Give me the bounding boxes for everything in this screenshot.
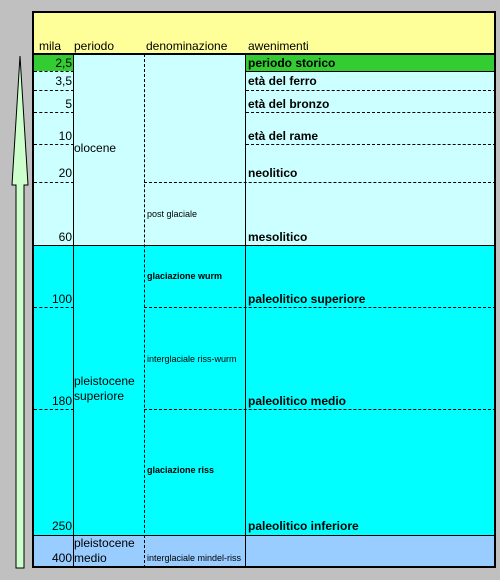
period-label-olocene: olocene: [74, 141, 117, 155]
period-label-pleistocene-medio: pleistocene: [74, 536, 135, 550]
event-label: età del bronzo: [248, 97, 330, 111]
row-divider: [34, 112, 74, 113]
year-label: 10: [58, 129, 72, 143]
year-label: 3,5: [55, 74, 72, 88]
year-label: 100: [51, 292, 72, 306]
event-label: paleolitico superiore: [248, 292, 366, 306]
year-label: 400: [51, 551, 72, 565]
year-label: 60: [58, 230, 72, 244]
denomination-label: interglaciale riss-wurm: [147, 354, 237, 364]
row-divider: [34, 90, 74, 91]
row-divider: [34, 245, 494, 246]
event-label: paleolitico inferiore: [248, 519, 359, 533]
year-label: 2,5: [55, 56, 72, 70]
denomination-label: glaciazione wurm: [147, 271, 223, 281]
header-periodo: periodo: [74, 39, 115, 53]
year-label: 180: [51, 394, 72, 408]
header-mila: mila: [39, 39, 62, 53]
header-denominazione: denominazione: [146, 39, 228, 53]
period-label-pleistocene-superiore: superiore: [74, 389, 125, 403]
column-divider-periodo: [144, 54, 145, 568]
event-label: mesolitico: [248, 230, 308, 244]
year-label: 5: [65, 97, 72, 111]
denomination-label: post glaciale: [147, 209, 198, 219]
period-label-pleistocene-medio: medio: [74, 551, 107, 565]
event-label: età del rame: [248, 129, 319, 143]
row-divider: [144, 182, 496, 183]
year-label: 250: [51, 519, 72, 533]
event-label: età del ferro: [248, 74, 317, 88]
row-divider: [246, 144, 496, 145]
row-divider: [34, 307, 74, 308]
header-avvenimenti: awenimenti: [248, 39, 309, 53]
timeline-chart: [32, 11, 496, 568]
column-divider-year: [73, 54, 74, 568]
row-divider: [144, 307, 496, 308]
denomination-label: glaciazione riss: [147, 465, 215, 475]
row-divider: [144, 409, 496, 410]
row-divider: [34, 409, 74, 410]
row-divider: [34, 144, 74, 145]
row-divider: [34, 182, 74, 183]
event-label: paleolitico medio: [248, 394, 347, 408]
year-label: 20: [58, 166, 72, 180]
period-label-pleistocene-superiore: pleistocene: [74, 374, 135, 388]
event-label: neolitico: [248, 166, 298, 180]
row-divider: [246, 112, 496, 113]
row-divider: [246, 71, 496, 72]
header-divider: [34, 53, 494, 55]
row-divider: [34, 71, 74, 72]
row-divider: [246, 90, 496, 91]
denomination-label: interglaciale mindel-riss: [147, 553, 242, 563]
event-label: periodo storico: [248, 56, 336, 70]
up-arrow-icon: [10, 55, 30, 570]
column-divider-denominazione: [245, 54, 246, 568]
